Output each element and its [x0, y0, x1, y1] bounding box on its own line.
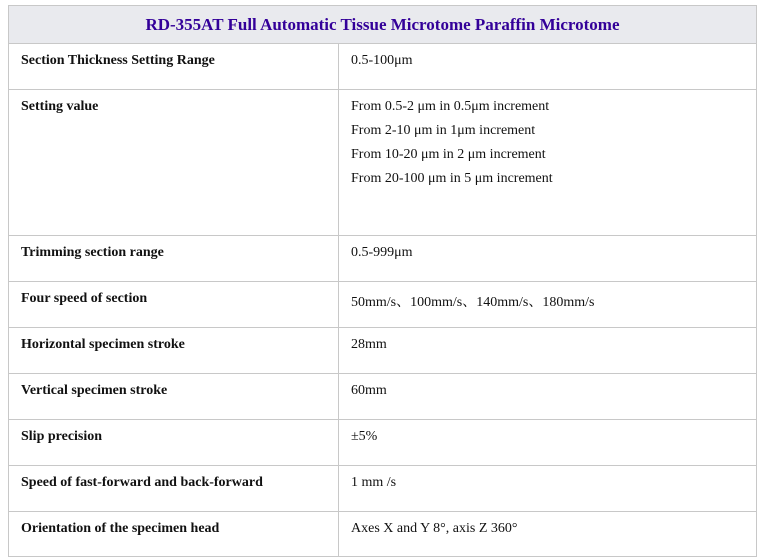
row-label: Speed of fast-forward and back-forward: [9, 466, 339, 512]
setting-value-line: From 2-10 μm in 1μm increment: [351, 123, 536, 138]
setting-value-line: From 0.5-2 μm in 0.5μm increment: [351, 99, 550, 114]
row-label: Four speed of section: [9, 282, 339, 328]
table-row: [9, 328, 757, 374]
table-row: [9, 282, 757, 328]
row-value: ±5%: [339, 420, 757, 466]
row-label: Section Thickness Setting Range: [9, 44, 339, 90]
table-row: [9, 236, 757, 282]
title-cell: [9, 6, 757, 44]
row-value-list: [339, 90, 757, 236]
table-row: [9, 90, 757, 236]
row-label: Vertical specimen stroke: [9, 374, 339, 420]
row-label: Orientation of the specimen head: [9, 512, 339, 557]
table-row: [9, 374, 757, 420]
row-value: 60mm: [339, 374, 757, 420]
row-label: Horizontal specimen stroke: [9, 328, 339, 374]
table-row: [9, 44, 757, 90]
row-value: 28mm: [339, 328, 757, 374]
title-row: [9, 6, 757, 44]
setting-value-line: From 20-100 μm in 5 μm increment: [351, 171, 553, 186]
row-label: Trimming section range: [9, 236, 339, 282]
row-value: 0.5-100μm: [339, 44, 757, 90]
row-label: Slip precision: [9, 420, 339, 466]
table-title: RD-355AT Full Automatic Tissue Microtome Paraffin Microtome: [145, 14, 620, 34]
row-value: 0.5-999μm: [339, 236, 757, 282]
setting-value-line: From 10-20 μm in 2 μm increment: [351, 147, 546, 162]
spec-table: [8, 5, 757, 557]
table-row: [9, 420, 757, 466]
row-value: Axes X and Y 8°, axis Z 360°: [339, 512, 757, 557]
row-value: 1 mm /s: [339, 466, 757, 512]
table-row: [9, 466, 757, 512]
table-row: [9, 512, 757, 557]
row-value: 50mm/s、100mm/s、140mm/s、180mm/s: [339, 282, 757, 328]
row-label: Setting value: [9, 90, 339, 236]
